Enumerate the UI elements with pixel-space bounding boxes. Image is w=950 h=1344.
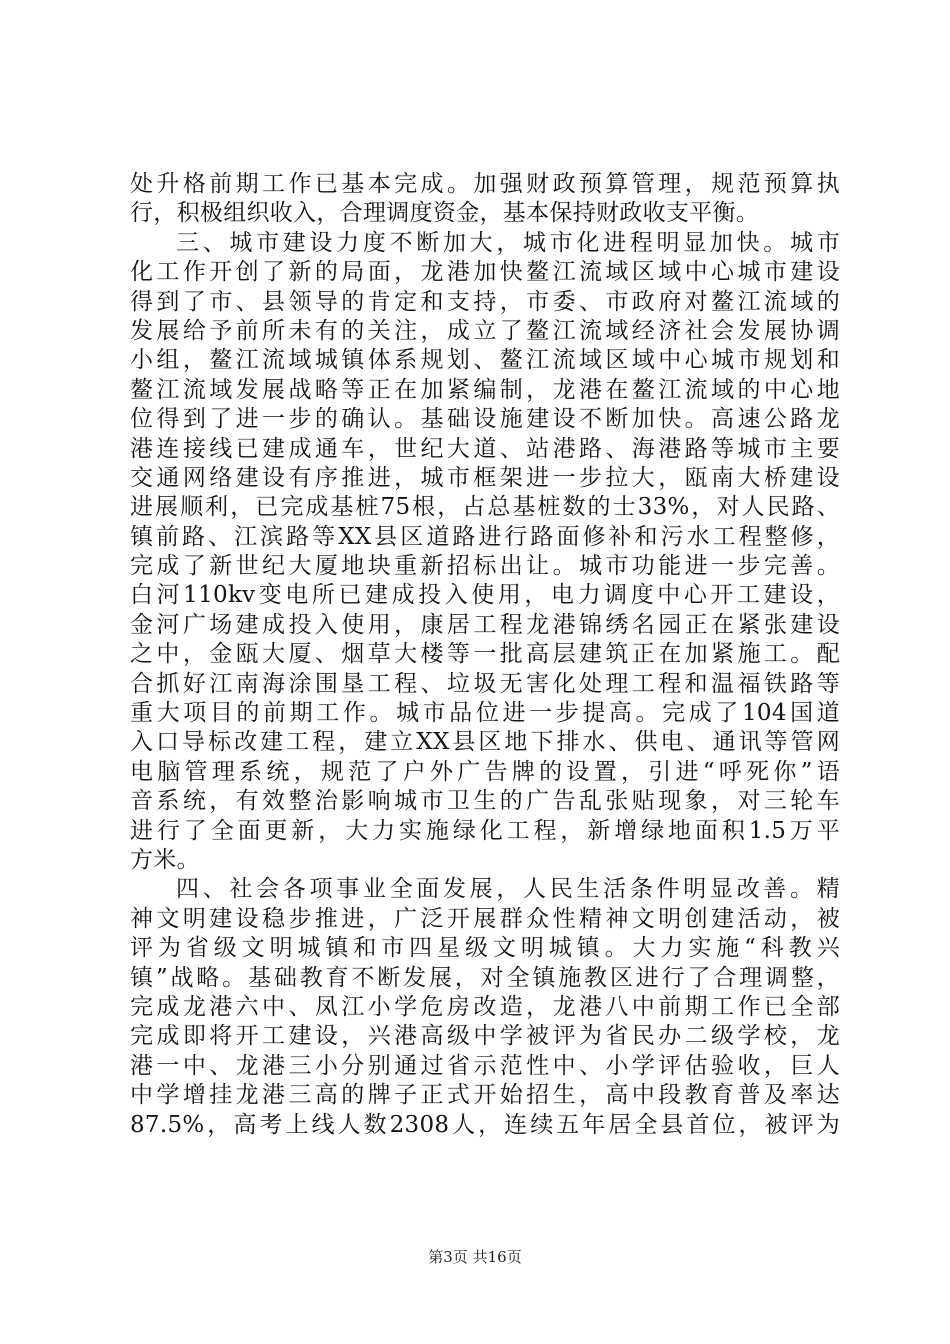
text-line: 小组，鳌江流域城镇体系规划、鳌江流域区域中心城市规划和 (130, 347, 840, 374)
text-line: 完成即将开工建设，兴港高级中学被评为省民办二级学校，龙 (130, 1023, 840, 1050)
text-line: 合抓好江南海涂围垦工程、垃圾无害化处理工程和温福铁路等 (130, 670, 840, 697)
text-line: 港连接线已建成通车，世纪大道、站港路、海港路等城市主要 (130, 435, 840, 462)
text-line: 评为省级文明城镇和市四星级文明城镇。大力实施“科教兴 (130, 935, 840, 962)
text-line: 87.5%，高考上线人数2308人，连续五年居全县首位，被评为 (130, 1111, 840, 1138)
document-body (130, 170, 840, 1140)
page-footer: 第3页 共16页 (428, 1248, 522, 1266)
text-line: 金河广场建成投入使用，康居工程龙港锦绣名园正在紧张建设 (130, 611, 840, 638)
text-line: 完成了新世纪大厦地块重新招标出让。城市功能进一步完善。 (130, 553, 840, 580)
text-line: 化工作开创了新的局面，龙港加快鳌江流域区域中心城市建设 (130, 259, 840, 286)
text-line: 鳌江流域发展战略等正在加紧编制，龙港在鳌江流域的中心地 (130, 376, 840, 403)
text-line: 发展给予前所未有的关注，成立了鳌江流域经济社会发展协调 (130, 317, 840, 344)
text-line: 入口导标改建工程，建立XX县区地下排水、供电、通讯等管网 (130, 729, 840, 756)
text-line: 得到了市、县领导的肯定和支持，市委、市政府对鳌江流域的 (130, 288, 840, 315)
text-line: 重大项目的前期工作。城市品位进一步提高。完成了104国道 (130, 700, 840, 727)
text-line: 交通网络建设有序推进，城市框架进一步拉大，瓯南大桥建设 (130, 464, 840, 491)
text-line: 四、社会各项事业全面发展，人民生活条件明显改善。精 (176, 876, 840, 903)
text-line: 行，积极组织收入，合理调度资金，基本保持财政收支平衡。 (130, 200, 760, 227)
text-line: 中学增挂龙港三高的牌子正式开始招生，高中段教育普及率达 (130, 1082, 840, 1109)
text-line: 镇前路、江滨路等XX县区道路进行路面修补和污水工程整修， (130, 523, 840, 550)
text-line: 方米。 (130, 846, 200, 873)
text-line: 音系统，有效整治影响城市卫生的广告乱张贴现象，对三轮车 (130, 788, 840, 815)
text-line: 神文明建设稳步推进，广泛开展群众性精神文明创建活动，被 (130, 905, 840, 932)
text-line: 之中，金瓯大厦、烟草大楼等一批高层建筑正在加紧施工。配 (130, 641, 840, 668)
text-line: 位得到了进一步的确认。基础设施建设不断加快。高速公路龙 (130, 406, 840, 433)
text-line: 三、城市建设力度不断加大，城市化进程明显加快。城市 (176, 229, 840, 256)
text-line: 进展顺利，已完成基桩75根，占总基桩数的士33%，对人民路、 (130, 494, 840, 521)
text-line: 电脑管理系统，规范了户外广告牌的设置，引进“呼死你”语 (130, 758, 840, 785)
text-line: 白河110kv变电所已建成投入使用，电力调度中心开工建设， (130, 582, 840, 609)
text-line: 进行了全面更新，大力实施绿化工程，新增绿地面积1.5万平 (130, 817, 840, 844)
text-line: 处升格前期工作已基本完成。加强财政预算管理，规范预算执 (130, 171, 840, 197)
text-line: 完成龙港六中、凤江小学危房改造，龙港八中前期工作已全部 (130, 993, 840, 1020)
text-line: 镇”战略。基础教育不断发展，对全镇施教区进行了合理调整， (130, 964, 840, 991)
text-line: 港一中、龙港三小分别通过省示范性中、小学评估验收，巨人 (130, 1052, 840, 1079)
